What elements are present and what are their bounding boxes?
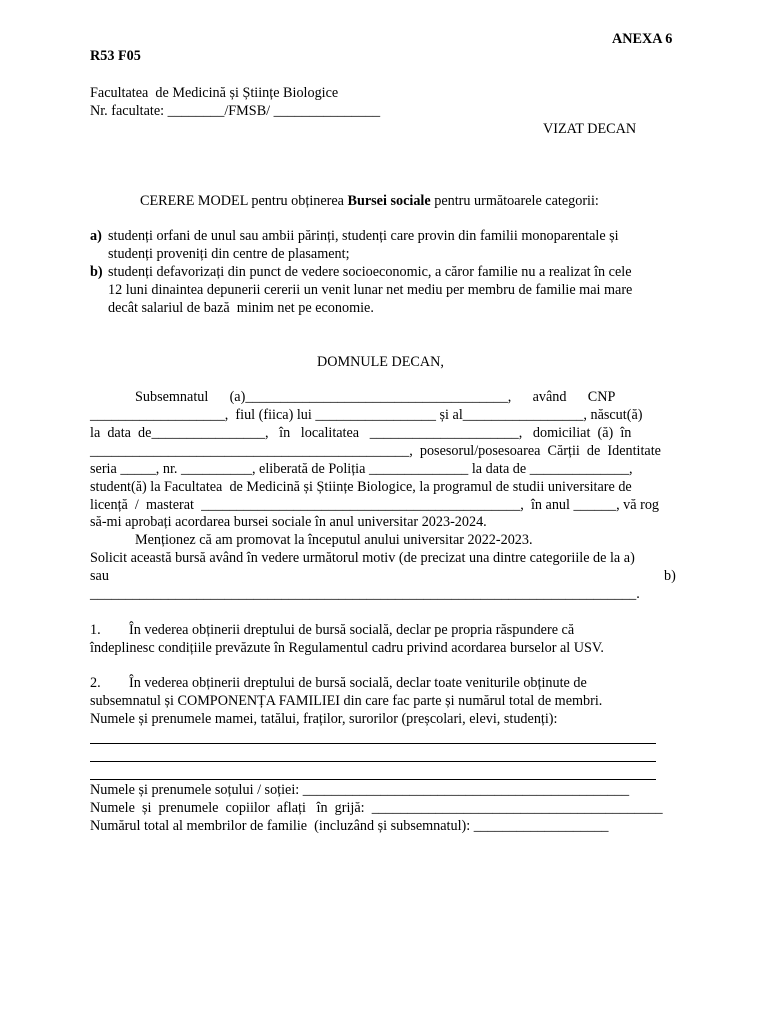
spouse-field[interactable]: Numele și prenumele soțului / soției: ______________________________________________ — [90, 782, 630, 798]
body-line-11-right: b) — [664, 568, 676, 584]
body-line-6: student(ă) la Facultatea de Medicină și Științe Biologice, la programul de studii universitare de — [90, 479, 632, 495]
category-a-line1: studenți orfani de unul sau ambii părinți, studenți care provin din familii monoparentale și — [108, 228, 619, 244]
category-b-label: b) — [90, 264, 103, 280]
category-b-line1: studenți defavorizați din punct de vedere socioeconomic, a căror familie nu a realizat în cele — [108, 264, 632, 280]
body-line-3: la data de________________, în localitatea _____________________, domiciliat (ă) în — [90, 425, 632, 441]
title-suffix: pentru următoarele categorii: — [430, 193, 599, 209]
declaration-1-line2: îndeplinesc condițiile prevăzute în Regulamentul cadru privind acordarea burselor al USV. — [90, 640, 604, 656]
children-field[interactable]: Numele și prenumele copiilor aflați în grijă: _________________________________________ — [90, 800, 663, 816]
title-prefix: CERERE MODEL pentru obținerea — [140, 193, 348, 209]
request-title — [140, 193, 599, 211]
declaration-1-line1: 1. În vederea obținerii dreptului de bursă socială, declar pe propria răspundere că — [90, 622, 575, 638]
body-line-10: Solicit această bursă având în vedere următorul motiv (de precizat una dintre categoriile de la a) — [90, 550, 635, 566]
form-code: R53 F05 — [90, 48, 141, 64]
faculty-number: Nr. facultate: ________/FMSB/ _______________ — [90, 103, 381, 119]
family-blank-line[interactable] — [90, 761, 656, 762]
declaration-2-line3: Numele și prenumele mamei, tatălui, fraților, surorilor (preșcolari, elevi, studenți): — [90, 711, 558, 727]
body-line-7: licență / masterat _____________________________________________, în anul ______, vă rog — [90, 497, 660, 513]
salutation: DOMNULE DECAN, — [317, 354, 444, 370]
category-b-line3: decât salariul de bază minim net pe economie. — [108, 300, 374, 316]
declaration-2-line1: 2. În vederea obținerii dreptului de bursă socială, declar toate veniturile obținute de — [90, 675, 587, 691]
category-b-line2: 12 luni dinaintea depunerii cererii un venit lunar net mediu per membru de familie mai mare — [108, 282, 633, 298]
category-a-label: a) — [90, 228, 102, 244]
family-blank-line[interactable] — [90, 743, 656, 744]
body-line-1: Subsemnatul (a)_____________________________________, având CNP — [135, 389, 616, 405]
body-line-2: ___________________, fiul (fiica) lui _________________ și al_________________, născut(ă) — [90, 407, 643, 423]
body-line-5: seria _____, nr. __________, eliberată de Poliția ______________ la data de ______________, — [90, 461, 633, 477]
vizat-decan: VIZAT DECAN — [543, 121, 637, 137]
body-line-4: _____________________________________________, posesorul/posesoarea Cărții de Identitate — [90, 443, 661, 459]
body-line-11-left: sau — [90, 568, 109, 584]
title-bold: Bursei sociale — [347, 193, 431, 209]
body-line-12: _____________________________________________________________________________. — [90, 586, 640, 602]
body-line-8: să-mi aprobați acordarea bursei sociale în anul universitar 2023-2024. — [90, 514, 487, 530]
faculty-name: Facultatea de Medicină și Științe Biologice — [90, 85, 339, 101]
family-blank-line[interactable] — [90, 779, 656, 780]
family-total-field[interactable]: Numărul total al membrilor de familie (incluzând și subsemnatul): ___________________ — [90, 818, 609, 834]
declaration-2-line2: subsemnatul și COMPONENȚA FAMILIEI din care fac parte și numărul total de membri. — [90, 693, 603, 709]
category-a-line2: studenți proveniți din centre de plasament; — [108, 246, 350, 262]
body-line-9: Menționez că am promovat la începutul anului universitar 2022-2023. — [135, 532, 533, 548]
annex-label: ANEXA 6 — [612, 31, 673, 47]
